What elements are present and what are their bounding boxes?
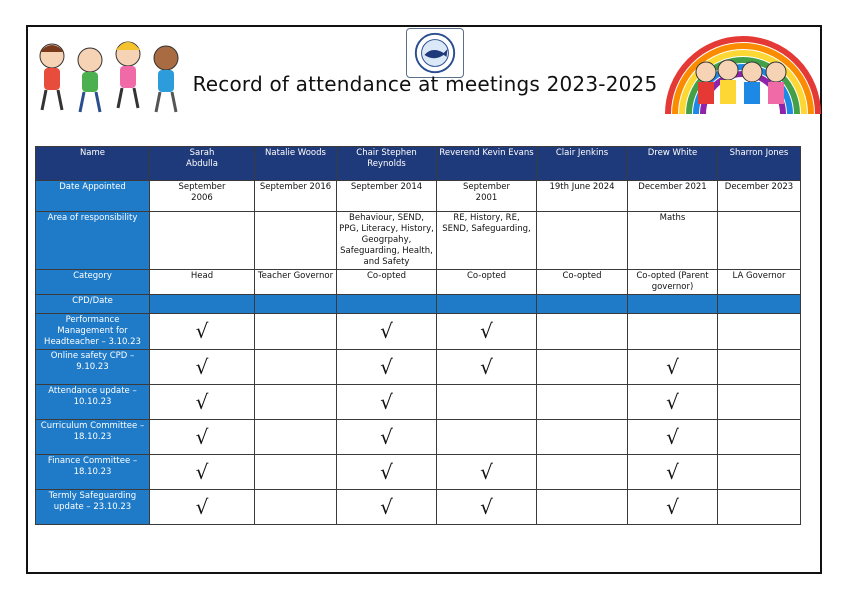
table-cell: LA Governor xyxy=(718,270,801,295)
check-mark: √ xyxy=(195,389,209,414)
school-logo xyxy=(406,28,464,78)
member-name-header: Clair Jenkins xyxy=(537,147,628,181)
absent-cell xyxy=(255,420,337,455)
absent-cell xyxy=(537,314,628,350)
cpd-row-label: Termly Safeguarding update – 23.10.23 xyxy=(36,490,150,525)
table-cell xyxy=(255,212,337,270)
cpd-row-label: Performance Management for Headteacher – 3.10.23 xyxy=(36,314,150,350)
cpd-row-label: Online safety CPD – 9.10.23 xyxy=(36,350,150,385)
table-cell: September 2014 xyxy=(337,181,437,212)
header-name-label: Name xyxy=(36,147,150,181)
member-name-header: Natalie Woods xyxy=(255,147,337,181)
attendance-table xyxy=(35,146,801,525)
absent-cell xyxy=(437,385,537,420)
member-name-header: Sharron Jones xyxy=(718,147,801,181)
info-row xyxy=(36,212,801,270)
table-cell xyxy=(718,212,801,270)
attended-cell xyxy=(437,314,537,350)
absent-cell xyxy=(537,455,628,490)
cpd-band-cell xyxy=(255,295,337,314)
attended-cell xyxy=(150,455,255,490)
table-cell: 19th June 2024 xyxy=(537,181,628,212)
info-row xyxy=(36,181,801,212)
cpd-band-cell xyxy=(437,295,537,314)
attended-cell xyxy=(150,385,255,420)
attended-cell xyxy=(628,490,718,525)
table-cell: September 2016 xyxy=(255,181,337,212)
check-mark: √ xyxy=(380,424,393,449)
attended-cell xyxy=(628,455,718,490)
member-name-header: Sarah Abdulla xyxy=(150,147,255,181)
check-mark: √ xyxy=(666,459,679,484)
table-cell: December 2023 xyxy=(718,181,801,212)
check-mark: √ xyxy=(195,354,209,379)
absent-cell xyxy=(437,420,537,455)
attended-cell xyxy=(150,314,255,350)
table-cell xyxy=(537,212,628,270)
check-mark: √ xyxy=(666,389,679,414)
rainbow-children-illustration xyxy=(662,30,824,116)
row-label: Category xyxy=(36,270,150,295)
cpd-row xyxy=(36,455,801,490)
absent-cell xyxy=(255,385,337,420)
check-mark: √ xyxy=(666,424,679,449)
check-mark: √ xyxy=(380,389,393,414)
cpd-label: CPD/Date xyxy=(36,295,150,314)
cpd-row-label: Finance Committee – 18.10.23 xyxy=(36,455,150,490)
member-name-header: Chair Stephen Reynolds xyxy=(337,147,437,181)
attended-cell xyxy=(628,420,718,455)
check-mark: √ xyxy=(666,354,679,379)
attended-cell xyxy=(628,385,718,420)
cpd-band-cell xyxy=(150,295,255,314)
row-label: Date Appointed xyxy=(36,181,150,212)
absent-cell xyxy=(255,455,337,490)
table-cell: RE, History, RE, SEND, Safeguarding, xyxy=(437,212,537,270)
attended-cell xyxy=(437,455,537,490)
table-cell: Head xyxy=(150,270,255,295)
cpd-row xyxy=(36,490,801,525)
absent-cell xyxy=(537,420,628,455)
attended-cell xyxy=(437,490,537,525)
check-mark: √ xyxy=(480,459,493,484)
absent-cell xyxy=(718,385,801,420)
absent-cell xyxy=(718,314,801,350)
table-cell: Co-opted xyxy=(537,270,628,295)
cpd-row-label: Attendance update – 10.10.23 xyxy=(36,385,150,420)
absent-cell xyxy=(537,350,628,385)
absent-cell xyxy=(255,314,337,350)
check-mark: √ xyxy=(480,494,493,519)
table-cell: Behaviour, SEND, PPG, Literacy, History, Geogrpahy, Safeguarding, Health, and Safety xyxy=(337,212,437,270)
header-row xyxy=(36,147,801,181)
check-mark: √ xyxy=(195,459,209,484)
table-cell: December 2021 xyxy=(628,181,718,212)
check-mark: √ xyxy=(380,354,393,379)
cpd-row xyxy=(36,350,801,385)
check-mark: √ xyxy=(195,494,209,519)
table-cell: Co-opted xyxy=(337,270,437,295)
table-cell: Teacher Governor xyxy=(255,270,337,295)
attended-cell xyxy=(150,490,255,525)
cpd-row-label: Curriculum Committee – 18.10.23 xyxy=(36,420,150,455)
info-row xyxy=(36,270,801,295)
check-mark: √ xyxy=(380,494,393,519)
attended-cell xyxy=(337,455,437,490)
table-cell: September 2001 xyxy=(437,181,537,212)
cpd-band-cell xyxy=(337,295,437,314)
attended-cell xyxy=(337,314,437,350)
attended-cell xyxy=(628,350,718,385)
table-cell: September 2006 xyxy=(150,181,255,212)
absent-cell xyxy=(718,455,801,490)
cpd-row xyxy=(36,420,801,455)
absent-cell xyxy=(718,490,801,525)
member-name-header: Drew White xyxy=(628,147,718,181)
cpd-band-cell xyxy=(718,295,801,314)
attended-cell xyxy=(150,420,255,455)
check-mark: √ xyxy=(195,424,209,449)
absent-cell xyxy=(718,350,801,385)
absent-cell xyxy=(255,350,337,385)
check-mark: √ xyxy=(480,354,493,379)
check-mark: √ xyxy=(195,319,209,343)
absent-cell xyxy=(537,490,628,525)
attended-cell xyxy=(150,350,255,385)
cpd-band-cell xyxy=(628,295,718,314)
check-mark: √ xyxy=(380,459,393,484)
row-label: Area of responsibility xyxy=(36,212,150,270)
check-mark: √ xyxy=(380,319,393,343)
absent-cell xyxy=(255,490,337,525)
table-cell: Co-opted (Parent governor) xyxy=(628,270,718,295)
attended-cell xyxy=(337,385,437,420)
attended-cell xyxy=(437,350,537,385)
cpd-band-cell xyxy=(537,295,628,314)
absent-cell xyxy=(718,420,801,455)
page-title: Record of attendance at meetings 2023-2025 xyxy=(192,72,658,96)
cpd-row xyxy=(36,314,801,350)
attended-cell xyxy=(337,420,437,455)
table-cell xyxy=(150,212,255,270)
absent-cell xyxy=(537,385,628,420)
absent-cell xyxy=(628,314,718,350)
member-name-header: Reverend Kevin Evans xyxy=(437,147,537,181)
attended-cell xyxy=(337,350,437,385)
cpd-row xyxy=(36,385,801,420)
check-mark: √ xyxy=(480,319,493,343)
cpd-header-row xyxy=(36,295,801,314)
table-cell: Co-opted xyxy=(437,270,537,295)
children-illustration xyxy=(30,34,190,118)
check-mark: √ xyxy=(666,494,679,519)
attended-cell xyxy=(337,490,437,525)
table-cell: Maths xyxy=(628,212,718,270)
